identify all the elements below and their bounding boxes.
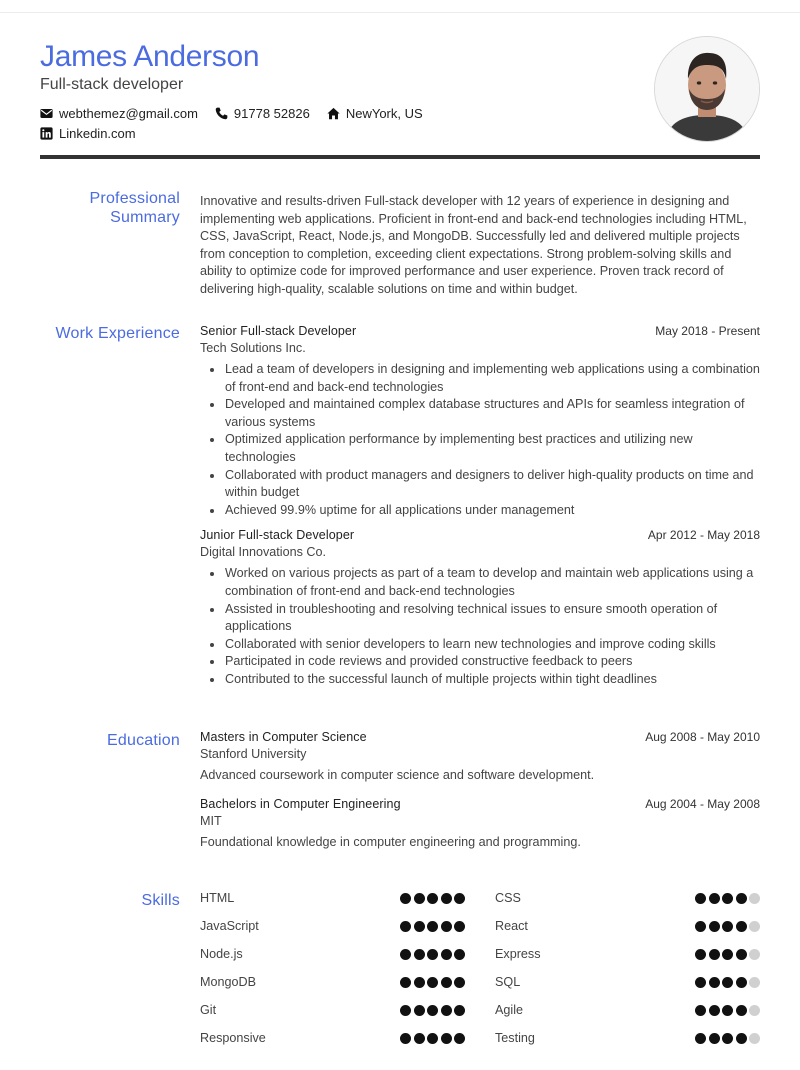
list-item: Worked on various projects as part of a team to develop and maintain web applications using a combination of front-end and back-end technologies [225,565,760,600]
list-item: Collaborated with senior developers to learn new technologies and improve coding skills [225,636,760,654]
summary-section [200,193,760,299]
resume-header [40,38,760,144]
rating-dot-filled [722,1005,733,1016]
skill-item [495,1029,760,1047]
contact-email[interactable] [40,106,198,121]
rating-dot-filled [736,1005,747,1016]
job-company: Tech Solutions Inc. [200,341,306,355]
education-entry [200,729,760,784]
linkedin-icon [40,127,53,140]
list-item: Optimized application performance by implementing best practices and utilizing new technologies [225,431,760,466]
contact-location [327,106,423,121]
job-title: Senior Full-stack Developer [200,324,357,338]
experience-section [200,323,760,697]
job-title: Junior Full-stack Developer [200,528,355,543]
education-date: Aug 2008 - May 2010 [645,730,760,744]
rating-dot-filled [454,949,465,960]
skill-item [495,889,760,907]
list-item: Lead a team of developers in designing and implementing web applications using a combination of front-end and back-end technologies [225,361,760,396]
avatar [655,37,759,141]
rating-dot-empty [749,1005,760,1016]
list-item: Developed and maintained complex database structures and APIs for seamless integration of various systems [225,396,760,431]
skill-name: Node.js [200,947,243,961]
phone-icon [215,107,228,120]
rating-dot-filled [695,977,706,988]
job-date: Apr 2012 - May 2018 [647,528,760,543]
rating-dot-filled [454,893,465,904]
summary-text: Innovative and results-driven Full-stack developer with 12 years of experience in designing and implementing web applications. Proficient in front-end and back-end technologies including HTML, CSS, JavaScript, React, Node.js, and MongoDB. Successfully led and delivered multiple projects from conception to completion, exceeding client expectations. Strong problem-solving skills and ability to optimize code for improved performance and user experience. Proven track record of delivering high-quality, scalable solutions on time and within budget. [200,194,747,296]
rating-dot-filled [709,1033,720,1044]
list-item: Achieved 99.9% uptime for all applications under management [225,502,760,520]
skill-name: HTML [200,891,235,905]
rating-dot-filled [722,893,733,904]
skills-gap [465,945,495,963]
skill-rating [398,1033,466,1044]
candidate-name: James Anderson [40,40,260,73]
rating-dot-filled [454,1033,465,1044]
skill-item [200,917,465,935]
skill-rating [693,949,761,960]
school-name: MIT [200,814,222,828]
skill-item [200,945,465,963]
rating-dot-filled [414,1005,425,1016]
skill-name: CSS [495,891,521,905]
education-description: Advanced coursework in computer science and software development. [200,768,595,782]
list-item: Collaborated with product managers and designers to deliver high-quality products on time and within budget [225,467,760,502]
skills-gap [465,1001,495,1019]
skill-item [495,945,760,963]
rating-dot-filled [709,1005,720,1016]
list-item: Assisted in troubleshooting and resolving technical issues to ensure smooth operation of applications [225,601,760,636]
skills-section [200,889,760,1047]
skill-name: Agile [495,1003,524,1017]
rating-dot-filled [722,1033,733,1044]
rating-dot-filled [427,977,438,988]
rating-dot-filled [722,977,733,988]
skill-item [200,1001,465,1019]
rating-dot-filled [695,1033,706,1044]
section-title-experience: Work Experience [55,325,180,342]
rating-dot-filled [736,949,747,960]
skill-rating [693,1033,761,1044]
skill-item [495,1001,760,1019]
rating-dot-filled [722,921,733,932]
skill-rating [693,921,761,932]
rating-dot-filled [400,977,411,988]
skills-gap [465,973,495,991]
rating-dot-filled [441,893,452,904]
rating-dot-empty [749,1033,760,1044]
home-icon [327,107,340,120]
rating-dot-filled [400,949,411,960]
education-description: Foundational knowledge in computer engineering and programming. [200,835,581,849]
degree-title: Bachelors in Computer Engineering [200,797,401,811]
rating-dot-filled [441,977,452,988]
skill-name: JavaScript [200,919,259,933]
contact-row [40,126,153,141]
rating-dot-filled [695,921,706,932]
rating-dot-filled [709,949,720,960]
rating-dot-filled [722,949,733,960]
header-divider [40,155,760,159]
rating-dot-filled [414,977,425,988]
rating-dot-filled [695,1005,706,1016]
school-name: Stanford University [200,747,307,761]
rating-dot-filled [441,949,452,960]
rating-dot-filled [736,893,747,904]
skill-item [200,1029,465,1047]
skill-rating [693,893,761,904]
rating-dot-filled [454,977,465,988]
rating-dot-filled [414,949,425,960]
phone-text: 91778 52826 [233,106,310,121]
rating-dot-empty [749,977,760,988]
skill-name: MongoDB [200,975,257,989]
section-title-skills: Skills [141,892,180,909]
rating-dot-empty [749,949,760,960]
profile-photo [654,36,760,142]
skill-rating [398,893,466,904]
list-item: Participated in code reviews and provided constructive feedback to peers [225,653,760,671]
contact-row [40,106,440,121]
education-entry [200,796,760,851]
skill-name: Express [495,947,541,961]
section-title-education: Education [107,732,180,749]
candidate-role: Full-stack developer [40,76,184,93]
rating-dot-filled [427,893,438,904]
job-date: May 2018 - Present [655,324,760,338]
rating-dot-filled [441,1005,452,1016]
rating-dot-empty [749,921,760,932]
list-item: Contributed to the successful launch of multiple projects within tight deadlines [225,671,760,689]
rating-dot-filled [454,921,465,932]
skill-item [495,917,760,935]
job-entry [200,323,760,519]
rating-dot-filled [695,893,706,904]
job-bullets [200,565,760,688]
skill-rating [398,921,466,932]
education-date: Aug 2004 - May 2008 [645,797,760,811]
rating-dot-filled [736,921,747,932]
skill-name: SQL [495,975,521,989]
skill-rating [398,949,466,960]
rating-dot-filled [709,977,720,988]
skills-gap [465,917,495,935]
rating-dot-filled [709,921,720,932]
skills-grid [200,889,760,1047]
job-company: Digital Innovations Co. [200,545,327,560]
rating-dot-filled [427,921,438,932]
rating-dot-filled [736,977,747,988]
rating-dot-filled [736,1033,747,1044]
skill-name: Responsive [200,1031,266,1045]
skill-item [495,973,760,991]
rating-dot-filled [427,1033,438,1044]
rating-dot-filled [400,1005,411,1016]
skill-name: Testing [495,1031,535,1045]
rating-dot-filled [441,921,452,932]
skill-name: React [495,919,528,933]
skill-item [200,973,465,991]
skill-rating [398,977,466,988]
rating-dot-empty [749,893,760,904]
contact-phone[interactable] [215,106,310,121]
skills-gap [465,1029,495,1047]
job-entry [200,527,760,688]
location-text: NewYork, US [345,106,423,121]
contact-linkedin[interactable] [40,126,136,141]
skill-name: Git [200,1003,217,1017]
rating-dot-filled [441,1033,452,1044]
top-divider [0,12,800,13]
skill-item [200,889,465,907]
rating-dot-filled [427,949,438,960]
skills-gap [465,889,495,907]
degree-title: Masters in Computer Science [200,730,367,744]
email-text: webthemez@gmail.com [59,106,198,121]
skill-rating [693,977,761,988]
skill-rating [693,1005,761,1016]
education-section [200,729,760,863]
rating-dot-filled [709,893,720,904]
linkedin-text: Linkedin.com [59,126,136,141]
rating-dot-filled [400,1033,411,1044]
envelope-icon [40,107,53,120]
rating-dot-filled [414,1033,425,1044]
rating-dot-filled [400,921,411,932]
rating-dot-filled [454,1005,465,1016]
rating-dot-filled [427,1005,438,1016]
job-bullets [200,361,760,519]
rating-dot-filled [414,893,425,904]
rating-dot-filled [695,949,706,960]
skill-rating [398,1005,466,1016]
section-title-summary: Professional Summary [89,190,180,226]
rating-dot-filled [414,921,425,932]
rating-dot-filled [400,893,411,904]
